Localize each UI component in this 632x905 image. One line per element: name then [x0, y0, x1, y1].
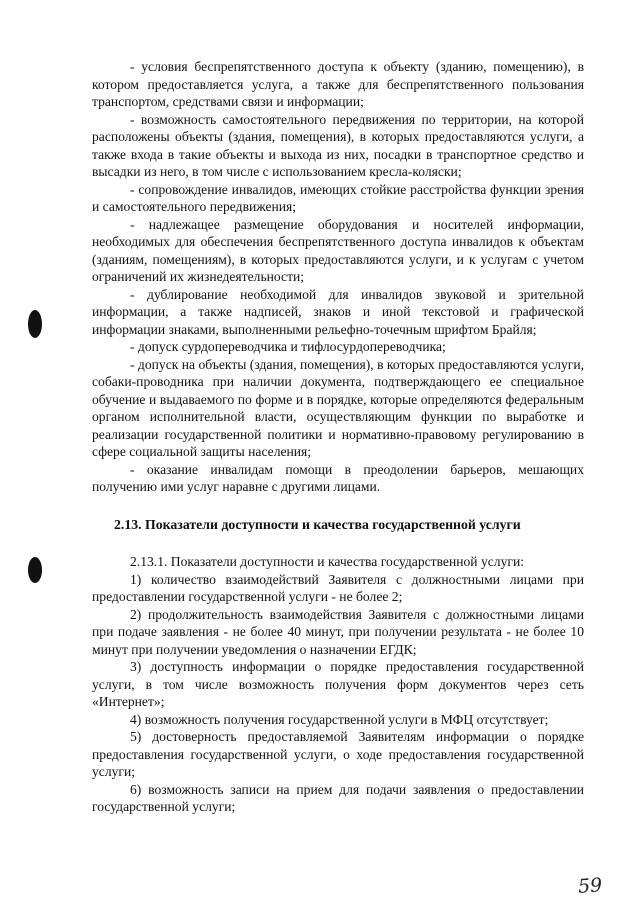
punch-hole-mark	[28, 557, 42, 583]
list-item: 5) достоверность предоставляемой Заявителям информации о порядке предоставления государственной услуги, о ходе предоставления государственной услуги;	[92, 729, 584, 779]
list-item: - надлежащее размещение оборудования и носителей информации, необходимых для обеспечения беспрепятственного доступа инвалидов к объектам (зданиям, помещениям), в которых предоставляются услуги, и к услугам с учетом ограничений их жизнедеятельности;	[92, 216, 584, 284]
list-item: 3) доступность информации о порядке предоставления государственной услуги, в том числе возможность получения форм документов через сеть «Интернет»;	[92, 659, 584, 709]
list-item: - оказание инвалидам помощи в преодолении барьеров, мешающих получению ими услуг наравне с другими лицами.	[92, 461, 584, 494]
paragraph: 2.13.1. Показатели доступности и качества государственной услуги:	[130, 554, 525, 569]
list-item: 6) возможность записи на прием для подачи заявления о предоставлении государственной услуги;	[92, 781, 584, 814]
list-item: - условия беспрепятственного доступа к объекту (зданию, помещению), в котором предоставляется услуга, а также для беспрепятственного пользования транспортом, средствами связи и информации;	[92, 59, 584, 109]
punch-hole-mark	[28, 310, 42, 338]
list-item: - допуск на объекты (здания, помещения), в которых предоставляются услуги, собаки-проводника при наличии документа, подтверждающего ее специальное обучение и выдаваемого по форме и в порядке, которые определяются федеральным органом исполнительной власти, осуществляющим функции по выработке и реализации государственной политики и нормативно-правовому регулированию в сфере социальной защиты населения;	[92, 356, 584, 459]
list-item: - сопровождение инвалидов, имеющих стойкие расстройства функции зрения и самостоятельного передвижения;	[92, 181, 584, 214]
page-number: 59	[577, 874, 603, 898]
section-heading: 2.13. Показатели доступности и качества государственной услуги	[114, 516, 521, 532]
list-item: - допуск сурдопереводчика и тифлосурдопереводчика;	[130, 339, 446, 354]
list-item: - возможность самостоятельного передвижения по территории, на которой расположены объекты (здания, помещения), в которых предоставляются услуги, а также входа в такие объекты и выхода из них, посадки в транспортное средство и высадки из него, в том числе с использованием кресла-коляски;	[92, 111, 584, 179]
document-body	[92, 58, 584, 816]
list-item: 1) количество взаимодействий Заявителя с должностными лицами при предоставлении государственной услуги - не более 2;	[92, 571, 584, 604]
list-item: - дублирование необходимой для инвалидов звуковой и зрительной информации, а также надписей, знаков и иной текстовой и графической информации знаками, выполненными рельефно-точечным шрифтом Брайля;	[92, 286, 584, 337]
list-item: 4) возможность получения государственной услуги в МФЦ отсутствует;	[130, 711, 549, 727]
list-item: 2) продолжительность взаимодействия Заявителя с должностными лицами при подаче заявления - не более 40 минут, при получении результата - не более 10 минут при получении уведомления о назначении ЕГДК;	[92, 606, 584, 657]
